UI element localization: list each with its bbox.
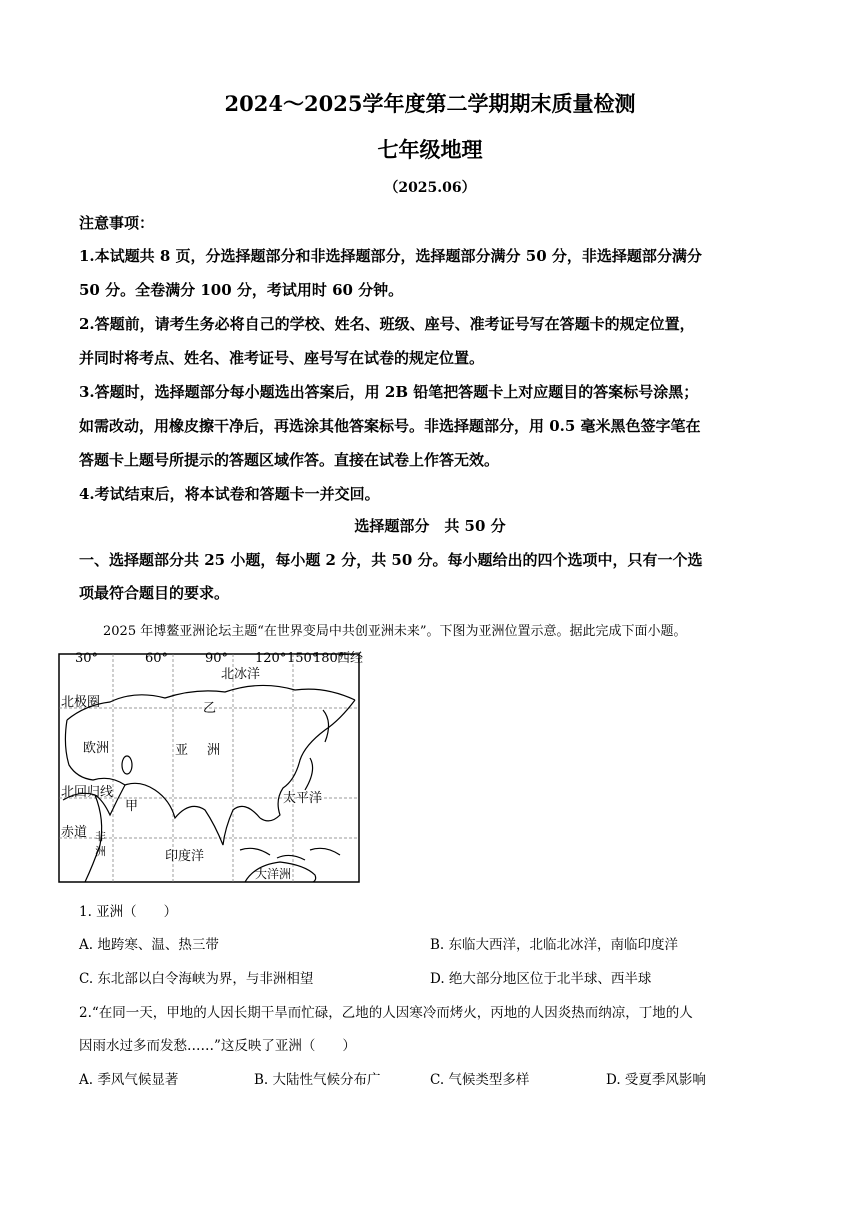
notice-line: 1.本试题共 8 页，分选择题部分和非选择题部分，选择题部分满分 50 分，非选择题部分满分: [79, 247, 702, 265]
label-pacific-ocean: 太平洋: [283, 791, 323, 806]
meridian-label: 30°: [75, 651, 99, 666]
notice-line: 2.答题前，请考生务必将自己的学校、姓名、班级、座号、准考证号写在答题卡的规定位置，: [79, 315, 695, 333]
notice-line: 如需改动，用橡皮擦干净后，再选涂其他答案标号。非选择题部分，用 0.5 毫米黑色签字笔在: [79, 417, 701, 435]
label-equator: 赤道: [61, 825, 88, 840]
question-intro: 2025 年博鳌亚洲论坛主题“在世界变局中共创亚洲未来”。下图为亚洲位置示意。据此完成下面小题。: [103, 624, 687, 639]
asia-location-map: [55, 650, 363, 886]
label-jia: 甲: [125, 799, 139, 814]
exam-title: 2024～2025学年度第二学期期末质量检测: [224, 91, 636, 116]
question-2-option-c[interactable]: C. 气候类型多样: [430, 1072, 530, 1088]
question-1-stem: 1. 亚洲（ ）: [79, 904, 178, 920]
meridian-label: 150°: [287, 651, 319, 666]
question-1-option-b[interactable]: B. 东临大西洋，北临北冰洋，南临印度洋: [430, 937, 679, 953]
notice-heading: 注意事项：: [79, 214, 155, 232]
label-arctic-ocean: 北冰洋: [221, 667, 261, 682]
question-2-option-b[interactable]: B. 大陆性气候分布广: [254, 1072, 381, 1088]
question-1-option-d[interactable]: D. 绝大部分地区位于北半球、西半球: [430, 971, 652, 987]
meridian-label: 西经: [337, 651, 363, 666]
notice-line: 3.答题时，选择题部分每小题选出答案后，用 2B 铅笔把答题卡上对应题目的答案标号涂黑；: [79, 383, 699, 401]
section-instruction: 项最符合题目的要求。: [79, 584, 230, 602]
question-2-option-a[interactable]: A. 季风气候显著: [79, 1072, 179, 1088]
exam-date: （2025.06）: [384, 180, 476, 196]
question-1-option-a[interactable]: A. 地跨寒、温、热三带: [79, 937, 219, 953]
question-2-option-d[interactable]: D. 受夏季风影响: [606, 1072, 706, 1088]
section-instruction: 一、选择题部分共 25 小题，每小题 2 分，共 50 分。每小题给出的四个选项中，只有一个选: [79, 551, 703, 569]
label-asia: 洲: [207, 743, 221, 758]
question-2-stem: 因雨水过多而发愁……”这反映了亚洲（ ）: [79, 1038, 356, 1054]
notice-line: 4.考试结束后，将本试卷和答题卡一并交回。: [79, 485, 380, 503]
meridian-label: 90°: [205, 651, 229, 666]
label-tropic: 北回归线: [61, 785, 114, 800]
exam-subject: 七年级地理: [377, 137, 483, 162]
meridian-label: 180°: [313, 651, 345, 666]
label-africa: 非: [95, 830, 106, 843]
notice-line: 答题卡上题号所提示的答题区域作答。直接在试卷上作答无效。: [79, 451, 500, 469]
label-europe: 欧洲: [83, 741, 110, 756]
label-yi: 乙: [203, 701, 217, 716]
label-indian-ocean: 印度洋: [165, 849, 205, 864]
label-oceania: 大洋洲: [255, 867, 292, 881]
meridian-label: 120°: [255, 651, 287, 666]
label-africa: 洲: [95, 845, 106, 858]
question-1-option-c[interactable]: C. 东北部以白令海峡为界，与非洲相望: [79, 971, 314, 987]
question-2-stem: 2.“在同一天，甲地的人因长期干旱而忙碌，乙地的人因寒冷而烤火，丙地的人因炎热而纳凉，丁地的人: [79, 1005, 693, 1021]
section-title: 选择题部分 共 50 分: [354, 517, 506, 535]
notice-line: 并同时将考点、姓名、准考证号、座号写在试卷的规定位置。: [79, 349, 485, 367]
meridian-label: 60°: [145, 651, 169, 666]
notice-line: 50 分。全卷满分 100 分，考试用时 60 分钟。: [79, 281, 404, 299]
label-asia: 亚: [175, 743, 189, 758]
label-arctic-circle: 北极圈: [61, 695, 101, 710]
